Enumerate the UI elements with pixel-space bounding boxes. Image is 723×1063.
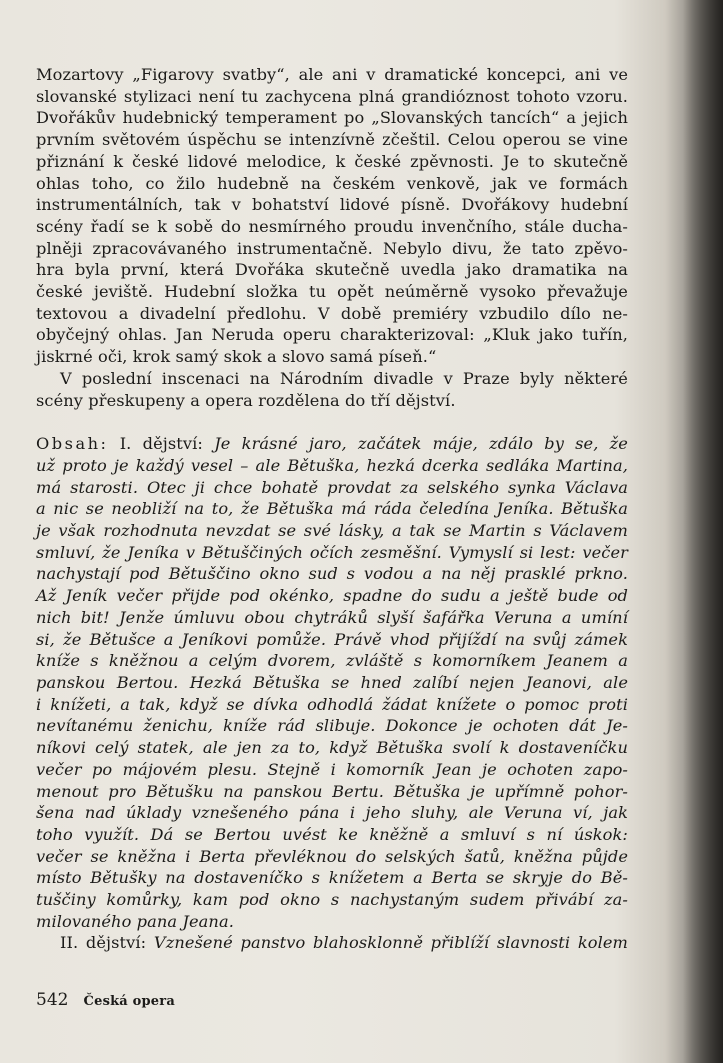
- text-line: a nic se neobliží na to, že Bětuška má ráda čeledína Jeníka. Bětuška: [36, 499, 628, 519]
- text-line: české jeviště. Hudební složka tu opět neúměrně vysoko převažuje: [36, 282, 628, 302]
- text-line: níkovi celý statek, ale jen za to, když Bětuška svolí k dostaveníčku: [36, 738, 628, 758]
- text-line: slovanské stylizaci není tu zachycena plná grandióznost tohoto vzoru.: [36, 86, 628, 106]
- text-line: scény řadí se k sobě do nesmírného proudu invenčního, stále ducha-: [36, 216, 628, 236]
- note-paragraph: [36, 368, 628, 411]
- text-line: nachystají pod Bětuščino okno sud s vodou a na něj prasklé prkno.: [36, 564, 628, 584]
- text-line: i knížeti, a tak, když se dívka odhodlá žádat knížete o pomoc proti: [36, 694, 628, 714]
- text-line: plněji zpracovávaného instrumentačně. Nebylo divu, že tato zpěvo-: [36, 238, 628, 258]
- text-line: smluví, že Jeníka v Bětuščiných očích zesměšní. Vymyslí si lest: večer: [36, 542, 628, 562]
- synopsis-first-line: [36, 433, 628, 455]
- text-line: textovou a divadelní předlohu. V době premiéry vzbudilo dílo ne-: [36, 303, 628, 323]
- running-title: Česká opera: [83, 994, 175, 1009]
- text-line: má starosti. Otec ji chce bohatě provdat za selského synka Václava: [36, 477, 628, 497]
- act-two-line: [36, 932, 628, 954]
- synopsis-label: Obsah:: [36, 434, 109, 454]
- text-line: místo Bětušky na dostaveníčko s knížetem a Berta se skryje do Bě-: [36, 868, 628, 888]
- text-line: je však rozhodnuta nevzdat se své lásky, a tak se Martin s Václavem: [36, 521, 628, 541]
- text-line: kníže s kněžnou a celým dvorem, zvláště s komorníkem Jeanem a: [36, 651, 628, 671]
- text-line: instrumentálních, tak v bohatství lidové písně. Dvořákovy hudební: [36, 195, 628, 215]
- page-number: 542: [36, 990, 69, 1010]
- text-line: panskou Bertou. Hezká Bětuška se hned zalíbí nejen Jeanovi, ale: [36, 672, 628, 692]
- page-gutter-shadow: [683, 0, 723, 1063]
- intro-paragraph: [36, 64, 628, 368]
- text-line: scény přeskupeny a opera rozdělena do tří dějství.: [36, 390, 456, 410]
- act-two-label: II. dějství:: [60, 933, 147, 953]
- text-line: obyčejný ohlas. Jan Neruda operu charakterizoval: „Kluk jako tuřín,: [36, 325, 628, 345]
- text-line: nevítanému ženichu, kníže rád slibuje. Dokonce je ochoten dát Je-: [36, 716, 628, 736]
- page-text: [36, 64, 628, 954]
- text-line: si, že Bětušce a Jeníkovi pomůže. Právě vhod přijíždí na svůj zámek: [36, 629, 628, 649]
- text-line: ohlas toho, co žilo hudebně na českém venkově, jak ve formách: [36, 173, 628, 193]
- text-line: milovaného pana Jeana.: [36, 911, 234, 931]
- text-line: hra byla první, která Dvořáka skutečně uvedla jako dramatika na: [36, 260, 628, 280]
- text-line: večer se kněžna i Berta převléknou do selských šatů, kněžna půjde: [36, 846, 628, 866]
- text-line: Mozartovy „Figarovy svatby“, ale ani v dramatické koncepci, ani ve: [36, 65, 628, 84]
- paragraph-gap: [36, 411, 628, 433]
- text-line: toho využít. Dá se Bertou uvést ke kněžně a smluví s ní úskok:: [36, 824, 628, 844]
- text-line: menout pro Bětušku na panskou Bertu. Bětuška je upřímně pohor-: [36, 781, 628, 801]
- text-line: prvním světovém úspěchu se intenzívně zčeštil. Celou operou se vine: [36, 130, 628, 150]
- act-two-text: Vznešené panstvo blahosklonně přiblíží slavnosti kolem: [153, 933, 628, 953]
- text-line: V poslední inscenaci na Národním divadle v Praze byly některé: [60, 368, 628, 388]
- text-line: Dvořákův hudebnický temperament po „Slovanských tancích“ a jejich: [36, 108, 628, 128]
- text-line: jiskrné oči, krok samý skok a slovo samá píseň.“: [36, 347, 437, 367]
- text-line: Až Jeník večer přijde pod okénko, spadne do sudu a ještě bude od: [36, 586, 628, 606]
- text-line: tuščiny komůrky, kam pod okno s nachystaným sudem přivábí za-: [36, 890, 628, 910]
- text-line: nich bit! Jenže úmluvu obou chytráků slyší šafářka Veruna a umíní: [36, 607, 628, 627]
- text-line: přiznání k české lidové melodice, k české zpěvnosti. Je to skutečně: [36, 151, 628, 171]
- text-line: šena nad úklady vznešeného pána i jeho sluhy, ale Veruna ví, jak: [36, 803, 628, 823]
- text-line: večer po májovém plesu. Stejně i komorník Jean je ochoten zapo-: [36, 759, 628, 779]
- synopsis-first-text: Je krásné jaro, začátek máje, zdálo by se, že: [214, 434, 628, 454]
- text-line: už proto je každý vesel – ale Bětuška, hezká dcerka sedláka Martina,: [36, 455, 628, 475]
- act-one-label: I. dějství:: [119, 434, 203, 454]
- page-footer: [36, 990, 175, 1010]
- synopsis-section: [36, 433, 628, 954]
